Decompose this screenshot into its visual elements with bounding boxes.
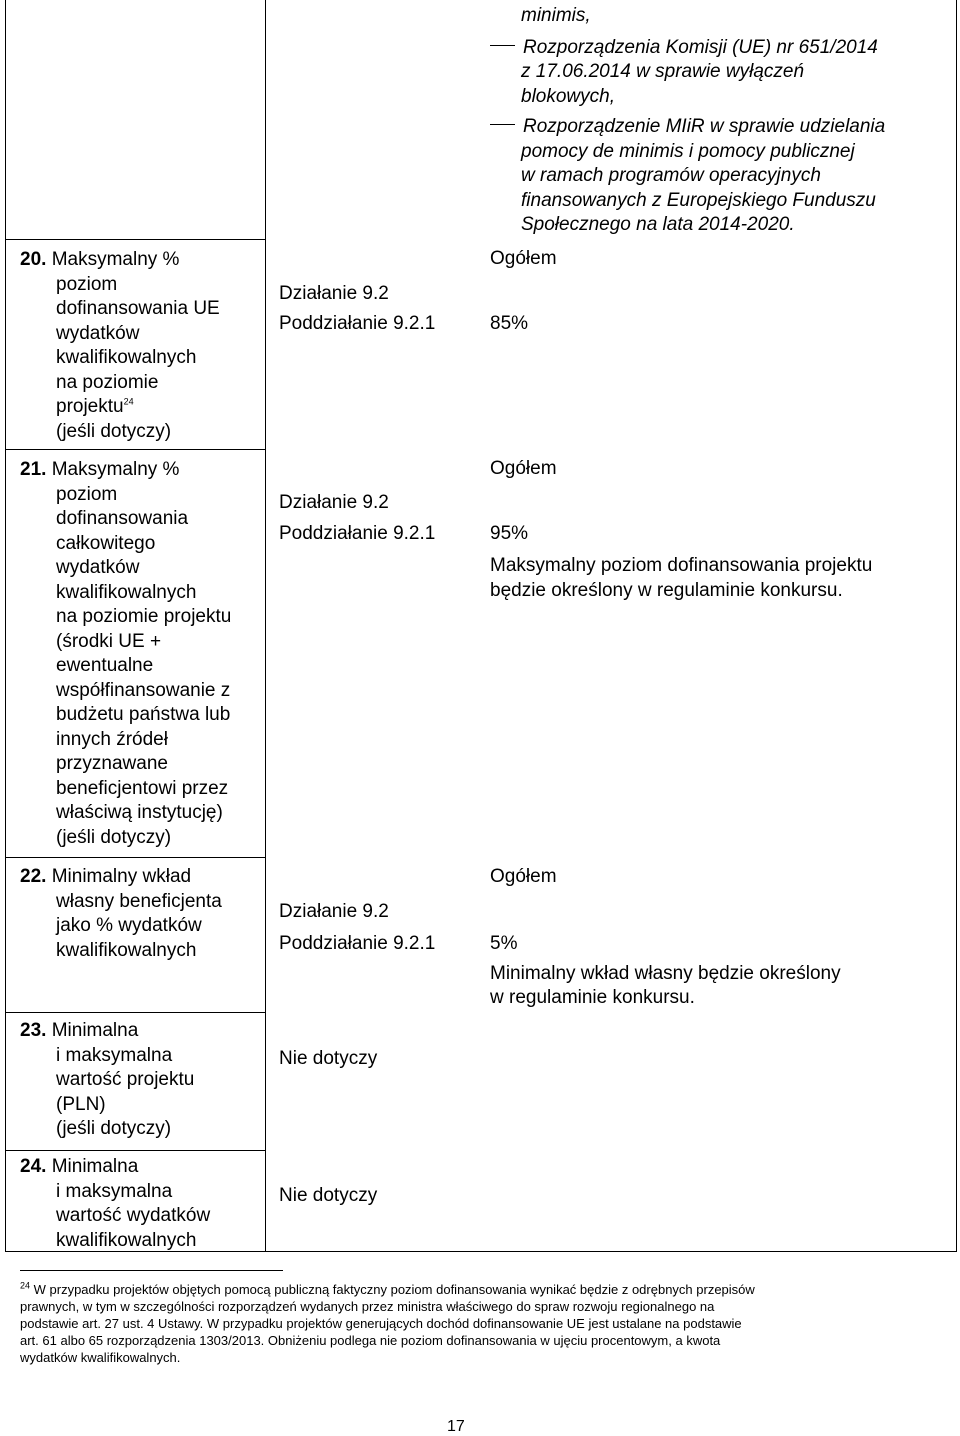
bullet-line: w ramach programów operacyjnych	[521, 165, 821, 186]
row-24-label: 24. Minimalna i maksymalna wartość wydatków kwalifikowalnych	[20, 1156, 211, 1251]
bullet-line: finansowanych z Europejskiego Funduszu	[521, 190, 876, 211]
top-line-minimis: minimis,	[521, 5, 591, 26]
bullet-rozporzadzenie-miir: Rozporządzenie MIiR w sprawie udzielania	[490, 115, 885, 140]
row-22-note-2: w regulaminie konkursu.	[490, 987, 695, 1008]
row-23-value: Nie dotyczy	[279, 1048, 378, 1069]
footnote-separator	[20, 1270, 283, 1271]
footnote: $^{24}$ W przypadku projektów objętych pomocą publiczną faktyczny poziom dofinansowania wynikać będzie z odrębnych przepisów prawnych, w tym w szczególności rozporządzeń wydanych przez ministra właściwego do spraw rozwoju regionalnego na podstawie art. 27 ust. 4 Ustawy. W przypadku projektów generujących dochód dofinansowanie UE jest ustalane na podstawie art. 61 albo 65 rozporządzenia 1303/2013. Obniżeniu podlega nie poziom dofinansowania w ujęciu procentowym, a kwota wydatków kwalifikowalnych.	[20, 1280, 755, 1365]
row-separator	[5, 449, 266, 450]
row-22-label: 22. Minimalny wkład własny beneficjenta jako % wydatków kwalifikowalnych	[20, 866, 222, 961]
row-number: 20.	[20, 249, 47, 270]
row-21-poddzialanie: Poddziałanie 9.2.1	[279, 523, 436, 544]
row-separator	[5, 239, 266, 240]
row-22-dzialanie: Działanie 9.2	[279, 901, 389, 922]
row-number: 24.	[20, 1156, 47, 1177]
table-right-border	[956, 0, 957, 1251]
row-number: 23.	[20, 1020, 47, 1041]
row-number: 21.	[20, 459, 47, 480]
bullet-line: blokowych,	[521, 86, 615, 107]
row-22-note-1: Minimalny wkład własny będzie określony	[490, 963, 841, 984]
page-number: 17	[447, 1418, 465, 1435]
bullet-line: z 17.06.2014 w sprawie wyłączeń	[521, 61, 805, 82]
row-21-note-2: będzie określony w regulaminie konkursu.	[490, 580, 843, 601]
row-separator	[5, 1012, 266, 1013]
row-23-label: 23. Minimalna i maksymalna wartość projektu (PLN) (jeśli dotyczy)	[20, 1020, 195, 1139]
row-21-note-1: Maksymalny poziom dofinansowania projektu	[490, 555, 873, 576]
row-20-poddzialanie: Poddziałanie 9.2.1	[279, 313, 436, 334]
footnote-number: 24	[20, 1280, 31, 1291]
column-divider-1	[265, 0, 266, 1251]
table-left-border	[5, 0, 6, 1251]
row-separator	[5, 857, 266, 858]
row-21-value: 95%	[490, 523, 529, 544]
row-20-label: 20. Maksymalny % poziom dofinansowania UE wydatków kwalifikowalnych na poziomie projektu$^{24}$ (jeśli dotyczy)	[20, 249, 220, 442]
row-22-header: Ogółem	[490, 866, 557, 887]
row-20-value: 85%	[490, 313, 529, 334]
row-separator	[5, 1150, 266, 1151]
bullet-rozporzadzenie-komisji: Rozporządzenia Komisji (UE) nr 651/2014	[490, 36, 878, 61]
row-21-label: 21. Maksymalny % poziom dofinansowania całkowitego wydatków kwalifikowalnych na poziomie projektu (środki UE + ewentualne współfinansowanie z budżetu państwa lub innych źródeł przyznawane beneficjentowi przez właściwą instytucję) (jeśli dotyczy)	[20, 459, 232, 848]
row-20-header: Ogółem	[490, 248, 557, 269]
row-21-header: Ogółem	[490, 458, 557, 479]
bullet-line: pomocy de minimis i pomocy publicznej	[521, 141, 855, 162]
footnote-ref[interactable]: 24	[123, 396, 134, 407]
row-20-dzialanie: Działanie 9.2	[279, 283, 389, 304]
row-22-poddzialanie: Poddziałanie 9.2.1	[279, 933, 436, 954]
row-21-dzialanie: Działanie 9.2	[279, 492, 389, 513]
row-22-value: 5%	[490, 933, 518, 954]
bullet-line: Społecznego na lata 2014-2020.	[521, 214, 795, 235]
row-number: 22.	[20, 866, 47, 887]
row-24-value: Nie dotyczy	[279, 1185, 378, 1206]
